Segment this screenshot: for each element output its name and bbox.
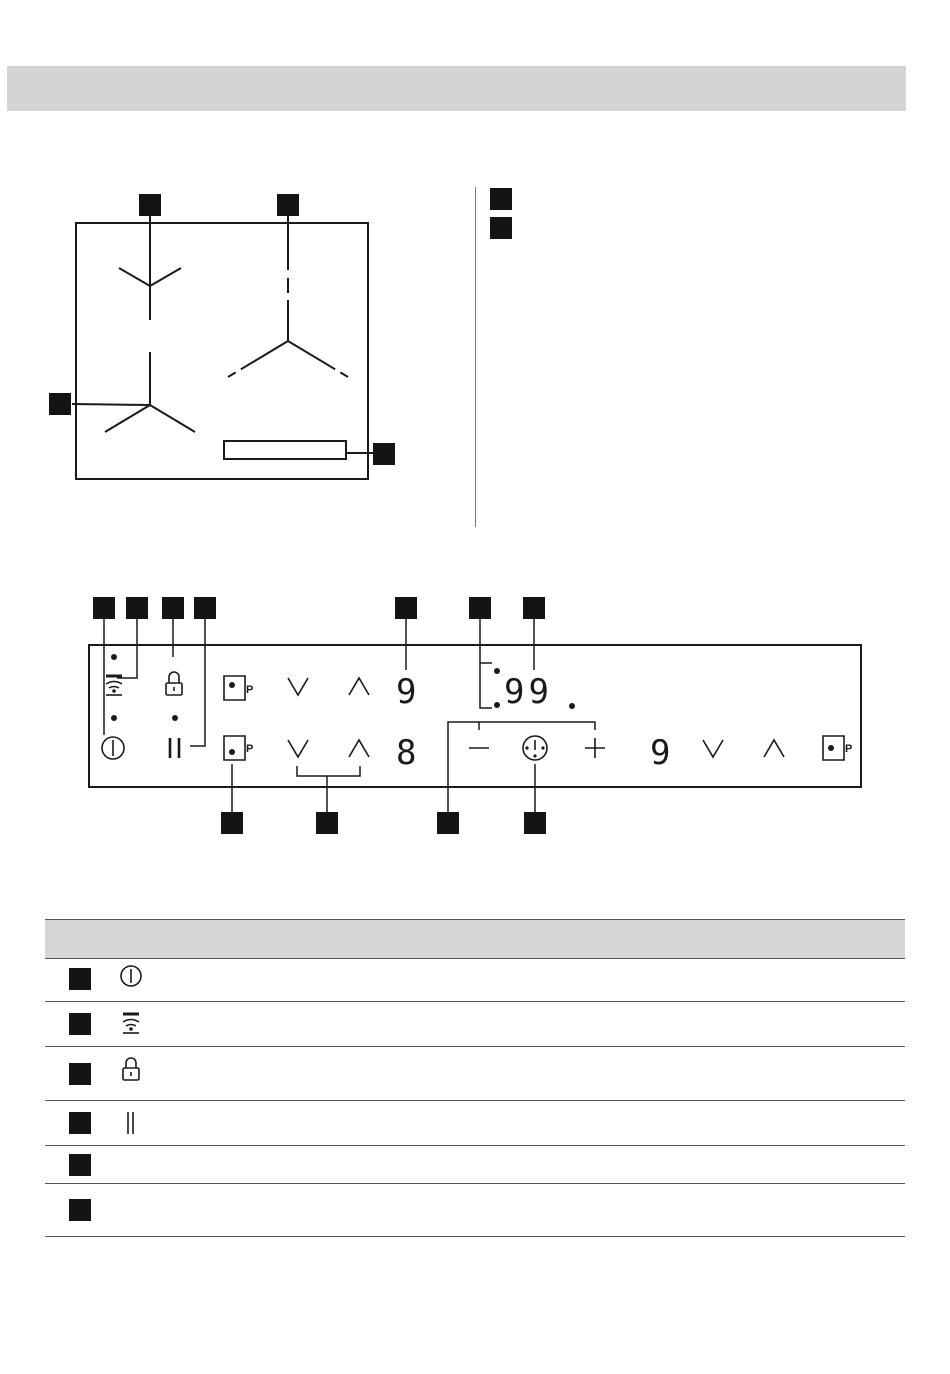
timer-icon	[523, 736, 547, 760]
zone-display-left-top: 9	[396, 672, 417, 712]
row-divider	[45, 1100, 905, 1101]
callout-square	[162, 597, 184, 619]
powerboost-icon	[224, 736, 253, 760]
plus-icon	[585, 738, 605, 758]
table-header	[45, 919, 905, 959]
row-number-square	[69, 1013, 91, 1035]
zone-display-right: 9	[650, 733, 671, 773]
powerboost-icon	[823, 736, 852, 760]
callout-square	[437, 812, 459, 834]
row-number-square	[69, 968, 91, 990]
lock-icon	[166, 672, 182, 695]
lock-icon	[118, 1057, 144, 1083]
callout-square	[93, 597, 115, 619]
row-divider	[45, 1046, 905, 1047]
row-number-square	[69, 1112, 91, 1134]
timer-display: 99	[504, 672, 553, 712]
row-divider	[45, 1145, 905, 1146]
arrow-up-icon	[349, 740, 369, 757]
arrow-up-icon	[349, 678, 369, 695]
callout-square	[316, 812, 338, 834]
callout-square	[469, 597, 491, 619]
hob-hood-icon	[106, 676, 122, 695]
callout-square	[221, 812, 243, 834]
callout-square	[395, 597, 417, 619]
arrow-down-icon	[703, 740, 723, 757]
svg-text:P: P	[246, 743, 254, 755]
pause-icon	[170, 738, 179, 758]
zone-display-left-bottom: 8	[396, 733, 417, 773]
svg-text:P: P	[246, 684, 254, 696]
row-divider	[45, 1236, 905, 1237]
callout-square	[523, 597, 545, 619]
arrow-down-icon	[288, 678, 308, 695]
row-number-square	[69, 1154, 91, 1176]
row-divider	[45, 1183, 905, 1184]
arrow-up-icon	[764, 740, 784, 757]
svg-text:P: P	[845, 743, 853, 755]
on-off-icon	[118, 963, 144, 989]
callout-square	[126, 597, 148, 619]
row-number-square	[69, 1199, 91, 1221]
powerboost-icon	[224, 676, 253, 700]
callout-square	[524, 812, 546, 834]
arrow-down-icon	[288, 740, 308, 757]
on-off-icon	[102, 737, 124, 759]
pause-icon	[118, 1110, 144, 1136]
callout-square	[194, 597, 216, 619]
row-number-square	[69, 1063, 91, 1085]
hob-hood-icon	[118, 1011, 144, 1037]
row-divider	[45, 1001, 905, 1002]
